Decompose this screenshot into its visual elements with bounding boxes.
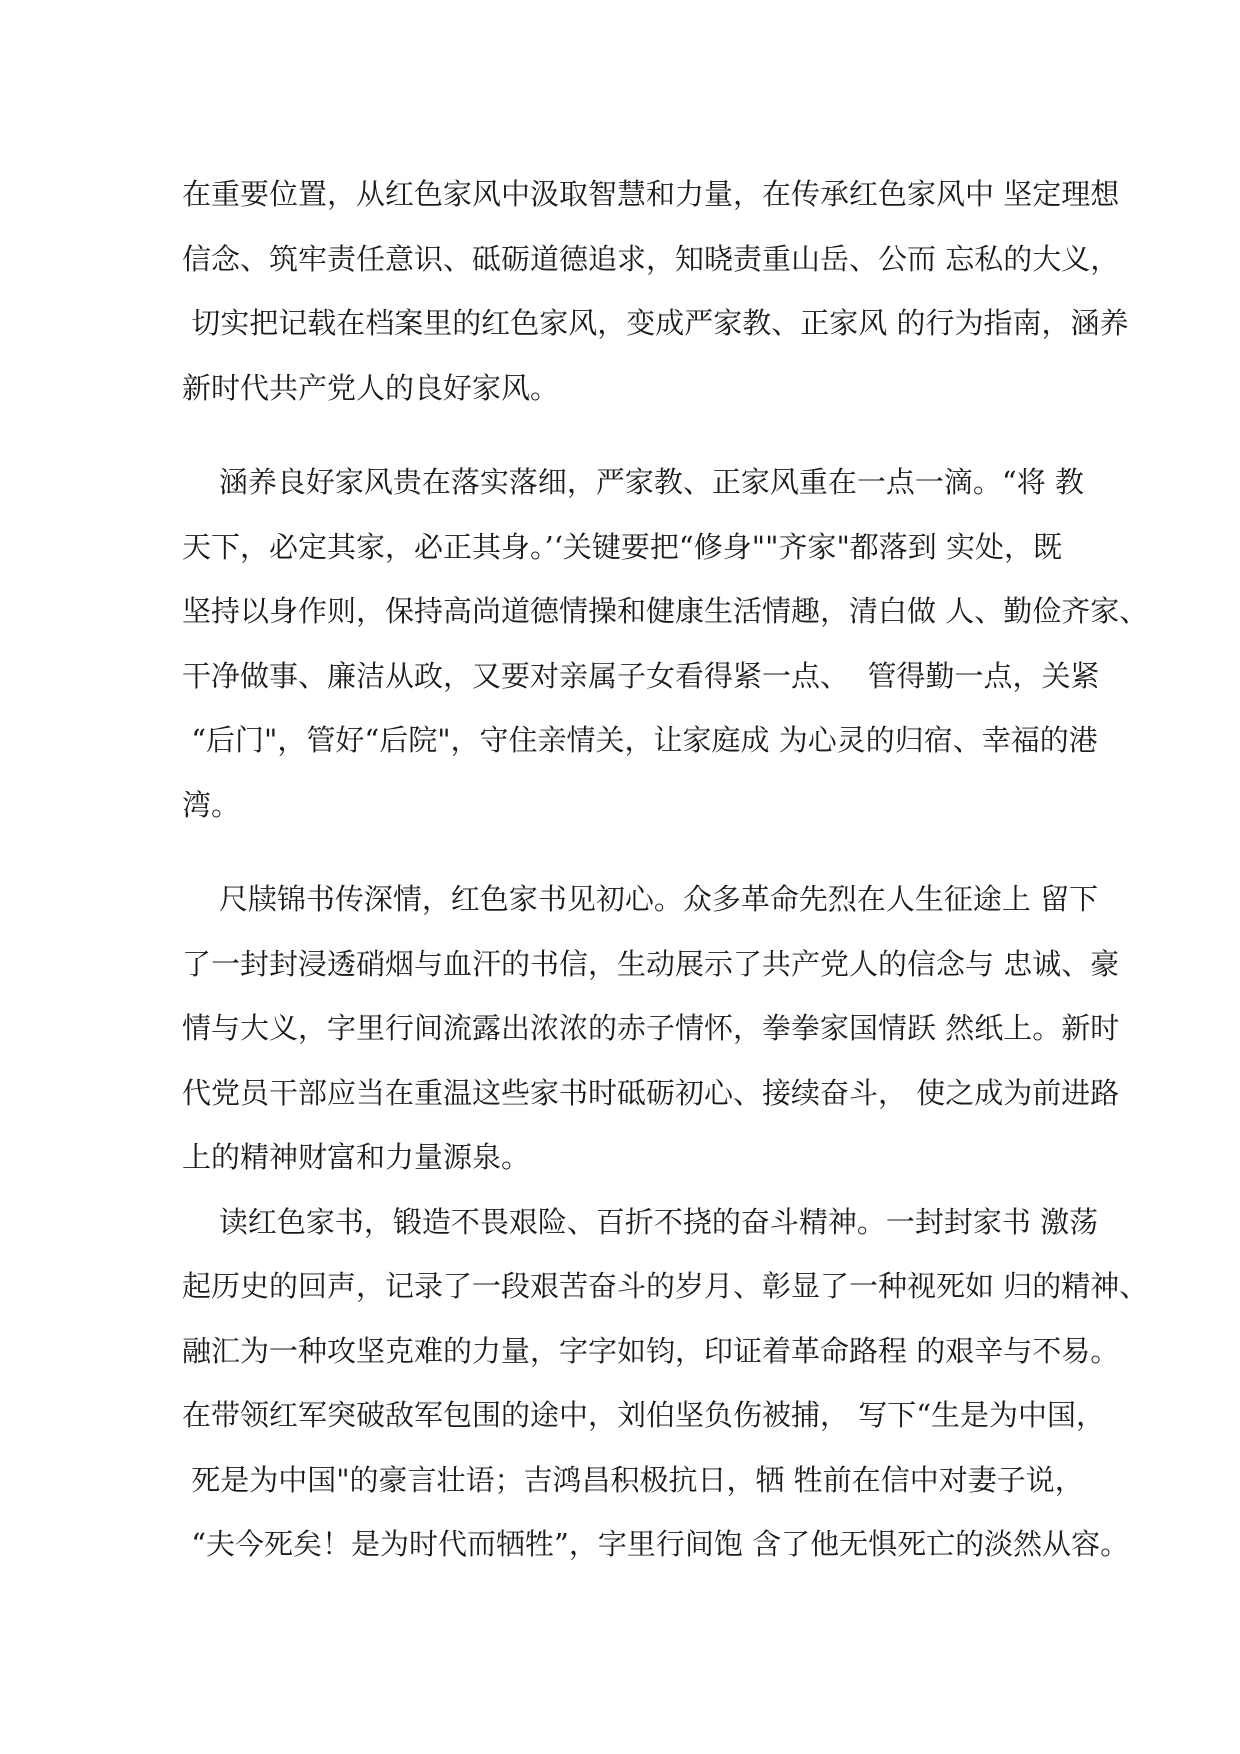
- text-line: “后门"，管好“后院"，守住亲情关，让家庭成 为心灵的归宿、幸福的港: [182, 723, 1098, 757]
- text-line: 坚持以身作则，保持高尚道德情操和健康生活情趣，清白做 人、勤俭齐家、: [182, 594, 1149, 628]
- text-line: 读红色家书，锻造不畏艰险、百折不挠的奋斗精神。一封封家书 激荡: [182, 1204, 1099, 1239]
- paragraph-spacer: [182, 837, 1082, 867]
- text-line: 新时代共产党人的良好家风。: [182, 370, 560, 405]
- text-line: 代党员干部应当在重温这些家书时砥砺初心、接续奋斗， 使之成为前进路: [182, 1075, 1120, 1110]
- text-line: 融汇为一种攻坚克难的力量，字字如钧，印证着革命路程 的艰辛与不易。: [182, 1333, 1120, 1368]
- text-line: 切实把记载在档案里的红色家风，变成严家教、正家风 的行为指南，涵养: [182, 306, 1129, 340]
- text-line: 尺牍锦书传深情，红色家书见初心。众多革命先烈在人生征途上 留下: [182, 882, 1099, 916]
- text-line: 了一封封浸透硝烟与血汗的书信，生动展示了共产党人的信念与 忠诚、豪: [182, 946, 1120, 981]
- text-line: 涵养良好家风贵在落实落细，严家教、正家风重在一点一滴。“将 教: [182, 465, 1084, 499]
- document-body: [182, 162, 1149, 1577]
- text-line: 天下，必定其家，必正其身。’‘关键要把“修身""齐家"都落到 实处，既: [182, 529, 1062, 564]
- text-line: 干净做事、廉洁从政，又要对亲属子女看得紧一点、 管得勤一点，关紧: [182, 658, 1100, 693]
- text-line: 湾。: [182, 787, 241, 822]
- text-line: 起历史的回声，记录了一段艰苦奋斗的岁月、彰显了一种视死如 归的精神、: [182, 1269, 1149, 1303]
- paragraph-2: [182, 450, 1149, 837]
- text-line: 信念、筑牢责任意识、砥砺道德追求，知晓责重山岳、公而 忘私的大义，: [182, 241, 1120, 276]
- paragraph-spacer: [182, 420, 1082, 450]
- text-line: 上的精神财富和力量源泉。: [182, 1140, 531, 1174]
- text-line: 在重要位置，从红色家风中汲取智慧和力量，在传承红色家风中 坚定理想: [182, 177, 1120, 211]
- paragraph-1: [182, 162, 1129, 420]
- text-line: 死是为中国"的豪言壮语；吉鸿昌积极抗日，牺 牲前在信中对妻子说，: [182, 1462, 1084, 1497]
- paragraph-3: [182, 867, 1120, 1190]
- text-line: “夫今死矣！是为时代而牺牲”，字里行间饱 含了他无惧死亡的淡然从容。: [182, 1527, 1130, 1561]
- text-line: 情与大义，字里行间流露出浓浓的赤子情怀，拳拳家国情跃 然纸上。新时: [182, 1011, 1120, 1045]
- paragraph-4: [182, 1190, 1149, 1577]
- text-line: 在带领红军突破敌军包围的途中，刘伯坚负伤被捕， 写下“生是为中国，: [182, 1398, 1106, 1432]
